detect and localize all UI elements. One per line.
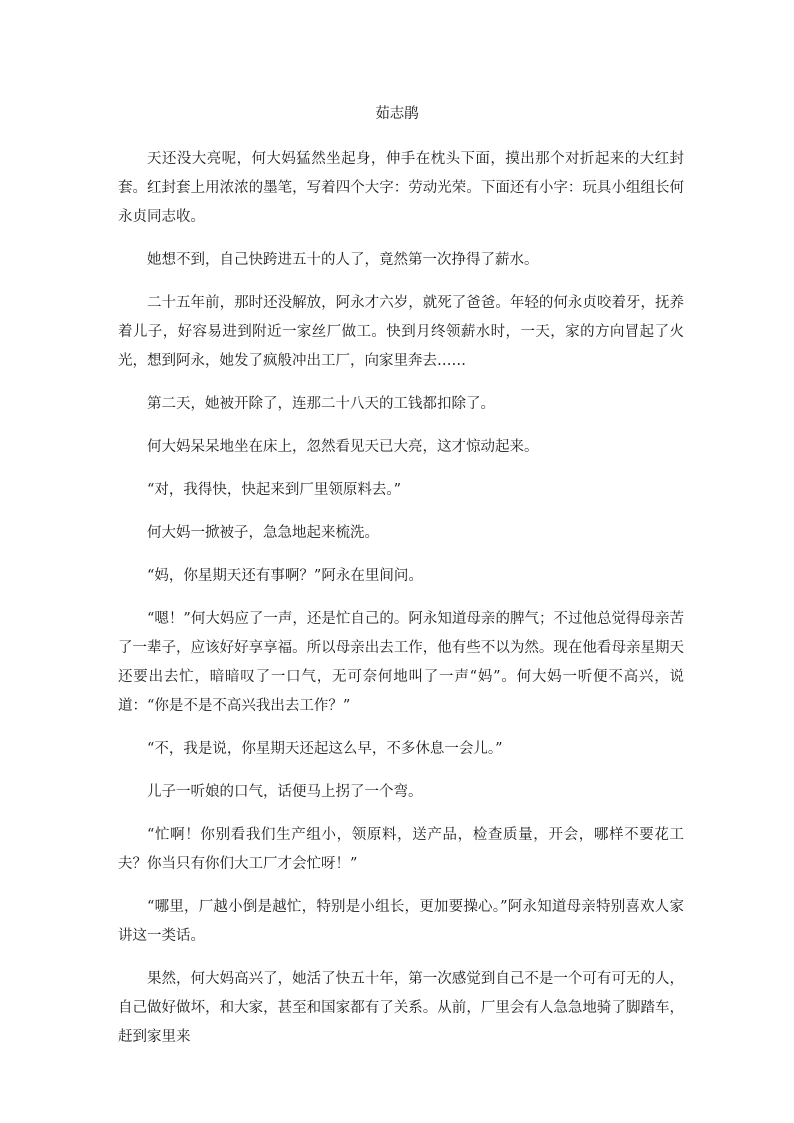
- paragraph-1: 天还没大亮呢，何大妈猛然坐起身，伸手在枕头下面，摸出那个对折起来的大红封套。红封套上用浓浓的墨笔，写着四个大字：劳动光荣。下面还有小字：玩具小组组长何永贞同志收。: [118, 151, 684, 225]
- paragraph-13: “哪里，厂越小倒是越忙，特别是小组长，更加要操心。”阿永知道母亲特别喜欢人家讲这一类话。: [118, 899, 684, 944]
- paragraph-11: 儿子一听娘的口气，话便马上拐了一个弯。: [147, 784, 423, 800]
- paragraph-4: 第二天，她被开除了，连那二十八天的工钱都扣除了。: [147, 396, 495, 412]
- story-body: [118, 145, 684, 1066]
- paragraph-14: 果然，何大妈高兴了，她活了快五十年，第一次感觉到自己不是一个可有可无的人，自己做好做坏，和大家，甚至和国家都有了关系。从前，厂里会有人急急地骑了脚踏车，赶到家里来: [118, 971, 684, 1045]
- author-name: 茹志鹃: [375, 106, 419, 122]
- paragraph-9: “嗯！”何大妈应了一声，还是忙自己的。阿永知道母亲的脾气；不过他总觉得母亲苦了一辈子，应该好好享享福。所以母亲出去工作，他有些不以为然。现在他看母亲星期天还要出去忙，暗暗叹了一口气，无可奈何地叫了一声“妈”。何大妈一听便不高兴，说道：“你是不是不高兴我出去工作？”: [118, 611, 684, 714]
- paragraph-7: 何大妈一掀被子，急急地起来梳洗。: [147, 525, 379, 541]
- paragraph-10: “不，我是说，你星期天还起这么早，不多休息一会儿。”: [147, 741, 503, 757]
- paragraph-6: “对，我得快，快起来到厂里领原料去。”: [147, 482, 402, 498]
- paragraph-12: “忙啊！你别看我们生产组小，领原料，送产品，检查质量，开会，哪样不要花工夫？你当只有你们大工厂才会忙呀！”: [118, 827, 684, 872]
- paragraph-3: 二十五年前，那时还没解放，阿永才六岁，就死了爸爸。年轻的何永贞咬着牙，抚养着儿子，好容易进到附近一家丝厂做工。快到月终领薪水时，一天，家的方向冒起了火光，想到阿永，她发了疯般冲出工厂，向家里奔去……: [118, 295, 684, 369]
- paragraph-8: “妈，你星期天还有事啊？”阿永在里间问。: [147, 568, 423, 584]
- paragraph-2: 她想不到，自己快跨进五十的人了，竟然第一次挣得了薪水。: [147, 252, 539, 268]
- paragraph-5: 何大妈呆呆地坐在床上，忽然看见天已大亮，这才惊动起来。: [147, 439, 539, 455]
